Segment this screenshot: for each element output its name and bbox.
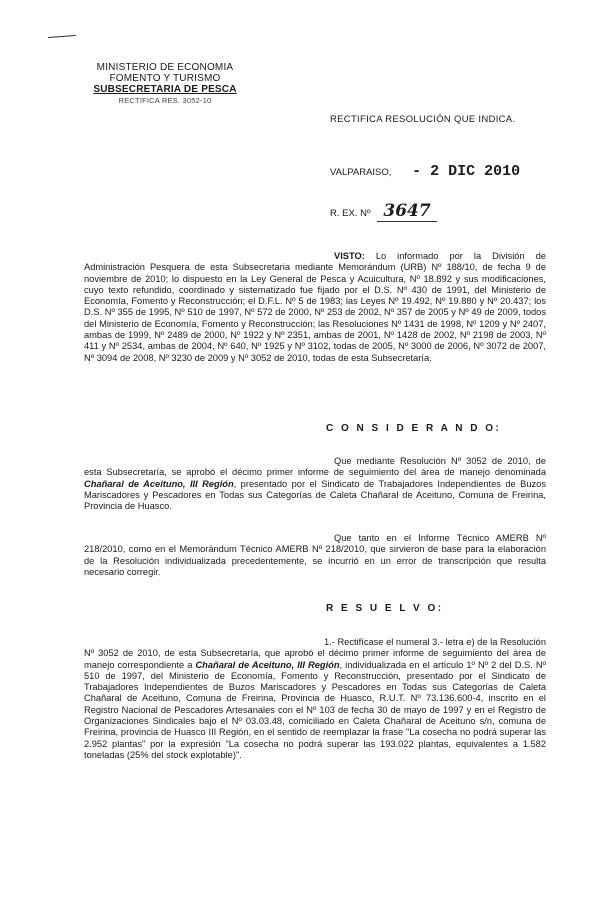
subsecretaria-name: SUBSECRETARIA DE PESCA (93, 84, 237, 95)
resolution-number-line (330, 201, 437, 222)
scan-mark (48, 35, 76, 38)
considerando-p1-a: Que mediante Resolución Nº 3052 de 2010, de esta Subsecretaría, se aprobó el décimo primer informe de seguimiento del área de manejo denominada (84, 456, 546, 478)
reference-code: RECTIFICA RES. 3052-10 (118, 96, 212, 105)
date-stamp: - 2 DIC 2010 (412, 163, 521, 180)
document-title: RECTIFICA RESOLUCIÓN QUE INDICA. (330, 114, 516, 125)
place: VALPARAISO, (330, 167, 392, 178)
resuelvo-area-name: Chañaral de Aceituno, III Región (195, 659, 340, 670)
rex-number: 3647 (383, 201, 431, 221)
ministry-line1: MINISTERIO DE ECONOMIA (96, 62, 234, 73)
visto-paragraph (84, 251, 546, 364)
considerando-p2: Que tanto en el Informe Técnico AMERB Nº 218/2010, como en el Memorándum Técnico AMERB Nº 218/2010, que sirvieron de base para la elaboración de la Resolución individualizada precedentemente, se incurrió en un error de transcripción que resulta necesario corregir. (84, 533, 546, 577)
resuelvo-paragraph-1 (84, 637, 546, 761)
resuelvo-heading: R E S U E L V O: (326, 603, 444, 614)
considerando-paragraph-2 (84, 533, 546, 578)
rex-label: R. EX. Nº (330, 208, 371, 219)
resuelvo-p1-b: , individualizada en el artículo 1º Nº 2 del D.S. Nº 510 de 1997, del Ministerio de Economía, Fomento y Reconstrucción, presentado por el Sindicato de Trabajadores Independientes de Buzos Mariscadores y Pescadores en Todas sus Categorías de Caleta Chañaral de Aceituno, Comuna de Freirina, Provincia de Huasco, R.U.T. Nº 73.136.600-4, inscrito en el Registro Nacional de Pescadores Artesanales con el Nº 103 de fecha 30 de mayo de 1997 y en el Registro de Organizaciones Sindicales bajo el Nº 03.03.48, comiciliado en Caleta Chañaral de Aceituno s/n, comuna de Freirina, provincia de Huasco III Región, en el sentido de reemplazar la frase "La cosecha no podrá superar las 2.952 plantas" por la expresión "La cosecha no podrá superar las 193.022 plantas, equivalentes a 1.582 toneladas (25% del stock explotable)". (84, 659, 546, 760)
considerando-heading: C O N S I D E R A N D O: (326, 423, 502, 434)
considerando-paragraph-1 (84, 456, 546, 512)
resuelvo-p1-a: 1.- Rectifícase el numeral 3.- letra e) de la Resolución Nº 3052 de 2010, de esta Subsecretaría, que aprobó el décimo primer informe de seguimiento del área de manejo correspondiente a (84, 637, 546, 670)
visto-label: VISTO: (334, 251, 365, 261)
ministry-line2: FOMENTO Y TURISMO (109, 73, 221, 84)
place-date-line (330, 163, 520, 180)
considerando-area-name: Chañaral de Aceituno, III Región (84, 478, 234, 489)
rex-number-wrap (377, 201, 437, 222)
considerando-p1-b: , presentado por el Sindicato de Trabajadores Independientes de Buzos Mariscadores y Pescadores en Todas sus Categorías de Caleta Chañaral de Aceituno, Comuna de Freirina, Provincia de Huasco. (84, 478, 546, 512)
visto-text: Lo informado por la División de Administración Pesquera de esta Subsecretaria mediante Memorándum (URB) Nº 188/10, de fecha 9 de noviembre de 2010; lo dispuesto en la Ley General de Pesca y Acuicultura, Nº 18.892 y sus modificaciones, cuyo texto refundido, coordinado y sistematizado fue fijado por el D.S. Nº 430 de 1991, del Ministerio de Economía, Fomento y Reconstrucción; el D.F.L. Nº 5 de 1983; las Leyes Nº 19.492, Nº 19.880 y Nº 20.437; los D.S. Nº 355 de 1995, Nº 510 de 1997, Nº 572 de 2000, Nº 253 de 2002, Nº 357 de 2005 y Nº 49 de 2009, todos del Ministerio de Economía, Fomento y Reconstrucción; las Resoluciones Nº 1431 de 1998, Nº 1209 y Nº 2407, ambas de 1999, Nº 2489 de 2000, Nº 1922 y Nº 2351, ambas de 2001, Nº 1428 de 2002, Nº 2198 de 2003, Nº 411 y Nº 2534, ambas de 2004, Nº 640, Nº 1925 y Nº 3102, todas de 2005, Nº 3000 de 2006, Nº 3072 de 2007, Nº 3094 de 2008, Nº 3230 de 2009 y Nº 3052 de 2010, todas de esta Subsecretaría. (84, 251, 546, 363)
ministry-header (70, 62, 260, 106)
